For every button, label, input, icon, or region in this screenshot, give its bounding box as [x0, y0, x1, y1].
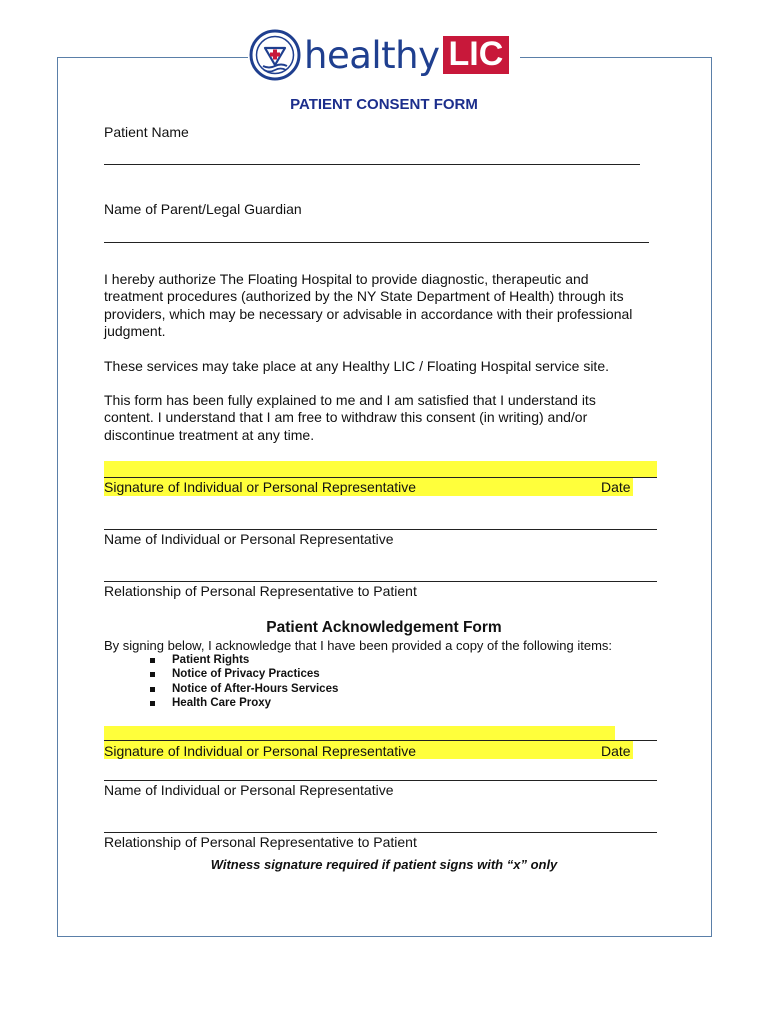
- ack-relationship-line[interactable]: [104, 832, 657, 833]
- consent-name-label: Name of Individual or Personal Representative: [104, 531, 394, 547]
- list-item: [148, 653, 338, 667]
- list-item: [148, 696, 338, 710]
- ack-date-label: Date: [601, 743, 631, 759]
- consent-signature-label: Signature of Individual or Personal Representative: [104, 479, 417, 495]
- ack-signature-label: Signature of Individual or Personal Representative: [104, 743, 417, 759]
- ack-signature-highlight: [104, 726, 615, 741]
- item-label: Notice of Privacy Practices: [172, 668, 320, 681]
- item-label: Health Care Proxy: [172, 696, 272, 709]
- bullet-icon: [150, 672, 155, 677]
- signature-highlight: [104, 461, 657, 478]
- bullet-icon: [150, 687, 155, 692]
- guardian-line[interactable]: [104, 242, 649, 243]
- patient-name-label: Patient Name: [104, 124, 189, 140]
- form-border: [57, 57, 712, 937]
- item-label: Patient Rights: [172, 654, 250, 666]
- consent-relationship-label: Relationship of Personal Representative to Patient: [104, 583, 417, 599]
- patient-name-line[interactable]: [104, 164, 640, 165]
- acknowledgement-heading: Patient Acknowledgement Form: [266, 619, 502, 636]
- authorization-paragraph: I hereby authorize The Floating Hospital to provide diagnostic, therapeutic and treatment procedures (authorized by the NY State Department of Health) through its providers, which may be necessary or advisable in accordance with their professional judgment.: [104, 271, 633, 339]
- ack-relationship-label: Relationship of Personal Representative to Patient: [104, 834, 417, 850]
- services-paragraph: These services may take place at any Healthy LIC / Floating Hospital service site.: [104, 358, 609, 374]
- consent-date-label: Date: [601, 479, 631, 495]
- bullet-icon: [150, 701, 155, 706]
- explanation-paragraph: This form has been fully explained to me and I am satisfied that I understand its content. I understand that I am free to withdraw this consent (in writing) and/or discontinue treatment at any time.: [104, 392, 596, 443]
- acknowledgement-items: [148, 653, 338, 710]
- logo-wordmark: healthy: [304, 33, 440, 77]
- healthy-lic-logo: [248, 24, 520, 86]
- ack-name-label: Name of Individual or Personal Representative: [104, 782, 394, 798]
- bullet-icon: [150, 658, 155, 663]
- acknowledgement-intro: By signing below, I acknowledge that I have been provided a copy of the following items:: [104, 638, 613, 653]
- consent-name-line[interactable]: [104, 529, 657, 530]
- form-title: PATIENT CONSENT FORM: [290, 96, 478, 113]
- list-item: [148, 667, 338, 681]
- ack-name-line[interactable]: [104, 780, 657, 781]
- guardian-label: Name of Parent/Legal Guardian: [104, 201, 302, 217]
- logo-lic-badge: LIC: [443, 36, 510, 75]
- witness-note: Witness signature required if patient signs with “x” only: [210, 857, 558, 872]
- consent-relationship-line[interactable]: [104, 581, 657, 582]
- healthy-lic-emblem-icon: [248, 28, 302, 82]
- list-item: [148, 682, 338, 696]
- item-label: Notice of After-Hours Services: [172, 682, 339, 695]
